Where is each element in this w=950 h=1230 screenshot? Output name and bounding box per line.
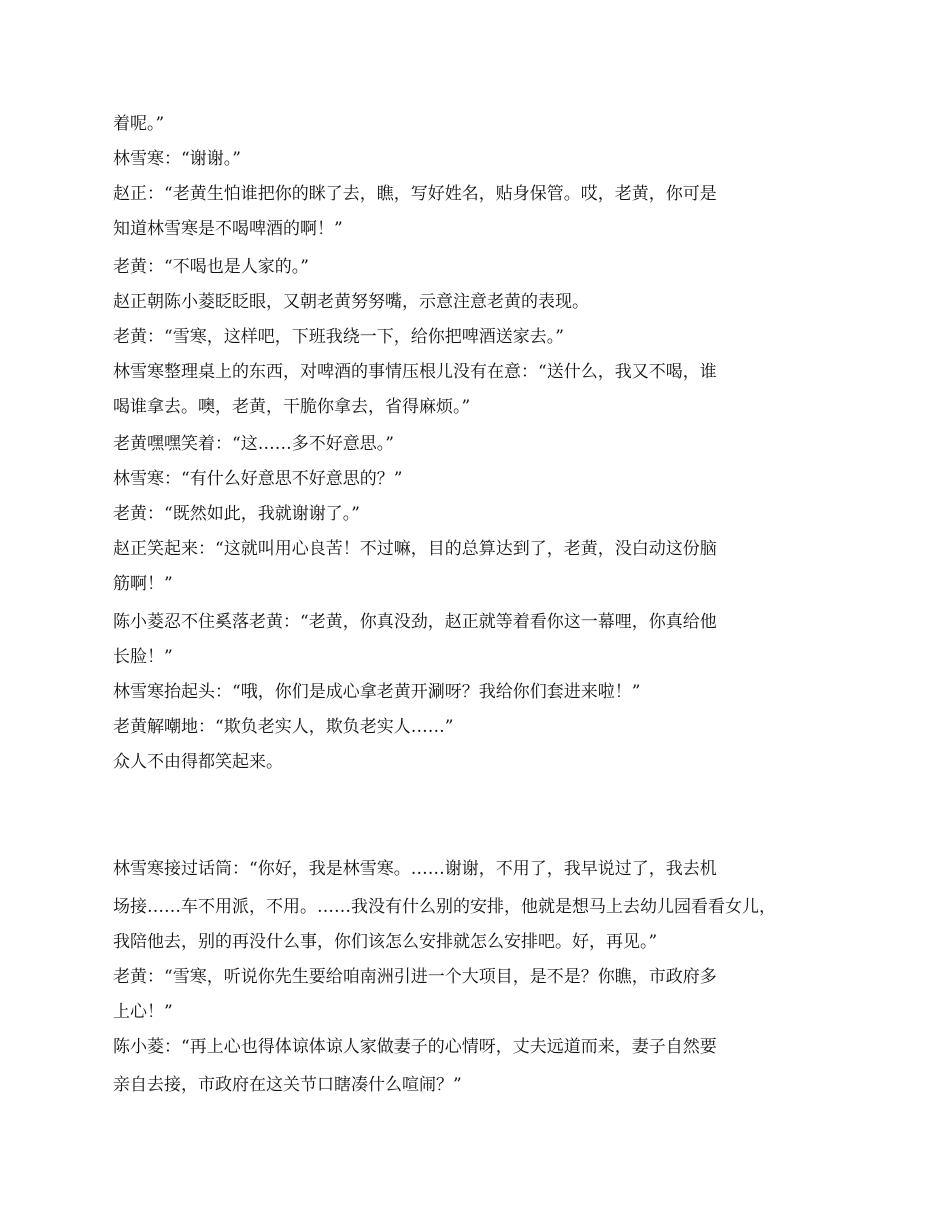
text-line: 着呢。” (113, 114, 165, 134)
text-line: 陈小菱忍不住奚落老黄：“老黄，你真没劲，赵正就等着看你这一幕哩，你真给他 (113, 612, 717, 632)
text-line: 老黄：“不喝也是人家的。” (113, 257, 309, 277)
text-line: 赵正：“老黄生怕谁把你的眯了去，瞧，写好姓名，贴身保管。哎，老黄，你可是 (113, 184, 717, 204)
text-line: 赵正朝陈小菱眨眨眼，又朝老黄努努嘴，示意注意老黄的表现。 (113, 292, 589, 312)
text-line: 林雪寒抬起头：“哦，你们是成心拿老黄开涮呀？我给你们套进来啦！” (113, 682, 641, 702)
text-line: 老黄：“既然如此，我就谢谢了。” (113, 504, 360, 524)
text-line: 众人不由得都笑起来。 (113, 752, 283, 772)
text-line: 林雪寒：“谢谢。” (113, 149, 241, 169)
text-line: 喝谁拿去。噢，老黄，干脆你拿去，省得麻烦。” (113, 397, 471, 417)
text-line: 老黄：“雪寒，这样吧，下班我绕一下，给你把啤酒送家去。” (113, 327, 564, 347)
text-line: 老黄解嘲地：“欺负老实人，欺负老实人……” (113, 717, 454, 737)
text-line: 陈小菱：“再上心也得体谅体谅人家做妻子的心情呀，丈夫远道而来，妻子自然要 (113, 1037, 717, 1057)
text-line: 我陪他去，别的再没什么事，你们该怎么安排就怎么安排吧。好，再见。” (113, 932, 658, 952)
text-line: 老黄嘿嘿笑着：“这……多不好意思。” (113, 434, 394, 454)
text-line: 老黄：“雪寒，听说你先生要给咱南洲引进一个大项目，是不是？你瞧，市政府多 (113, 967, 717, 987)
text-line: 赵正笑起来：“这就叫用心良苦！不过嘛，目的总算达到了，老黄，没白动这份脑 (113, 539, 717, 559)
text-line: 亲自去接，市政府在这关节口瞎凑什么喧闹？” (113, 1075, 462, 1095)
text-line: 林雪寒接过话筒：“你好，我是林雪寒。……谢谢，不用了，我早说过了，我去机 (113, 859, 717, 879)
text-line: 林雪寒：“有什么好意思不好意思的？” (113, 469, 403, 489)
text-line: 知道林雪寒是不喝啤酒的啊！” (113, 219, 343, 239)
text-line: 上心！” (113, 1002, 173, 1022)
text-line: 长脸！” (113, 647, 173, 667)
text-line: 林雪寒整理桌上的东西，对啤酒的事情压根儿没有在意：“送什么，我又不喝，谁 (113, 362, 717, 382)
text-line: 筋啊！” (113, 574, 173, 594)
text-line: 场接……车不用派，不用。……我没有什么别的安排，他就是想马上去幼儿园看看女儿， (113, 897, 776, 917)
